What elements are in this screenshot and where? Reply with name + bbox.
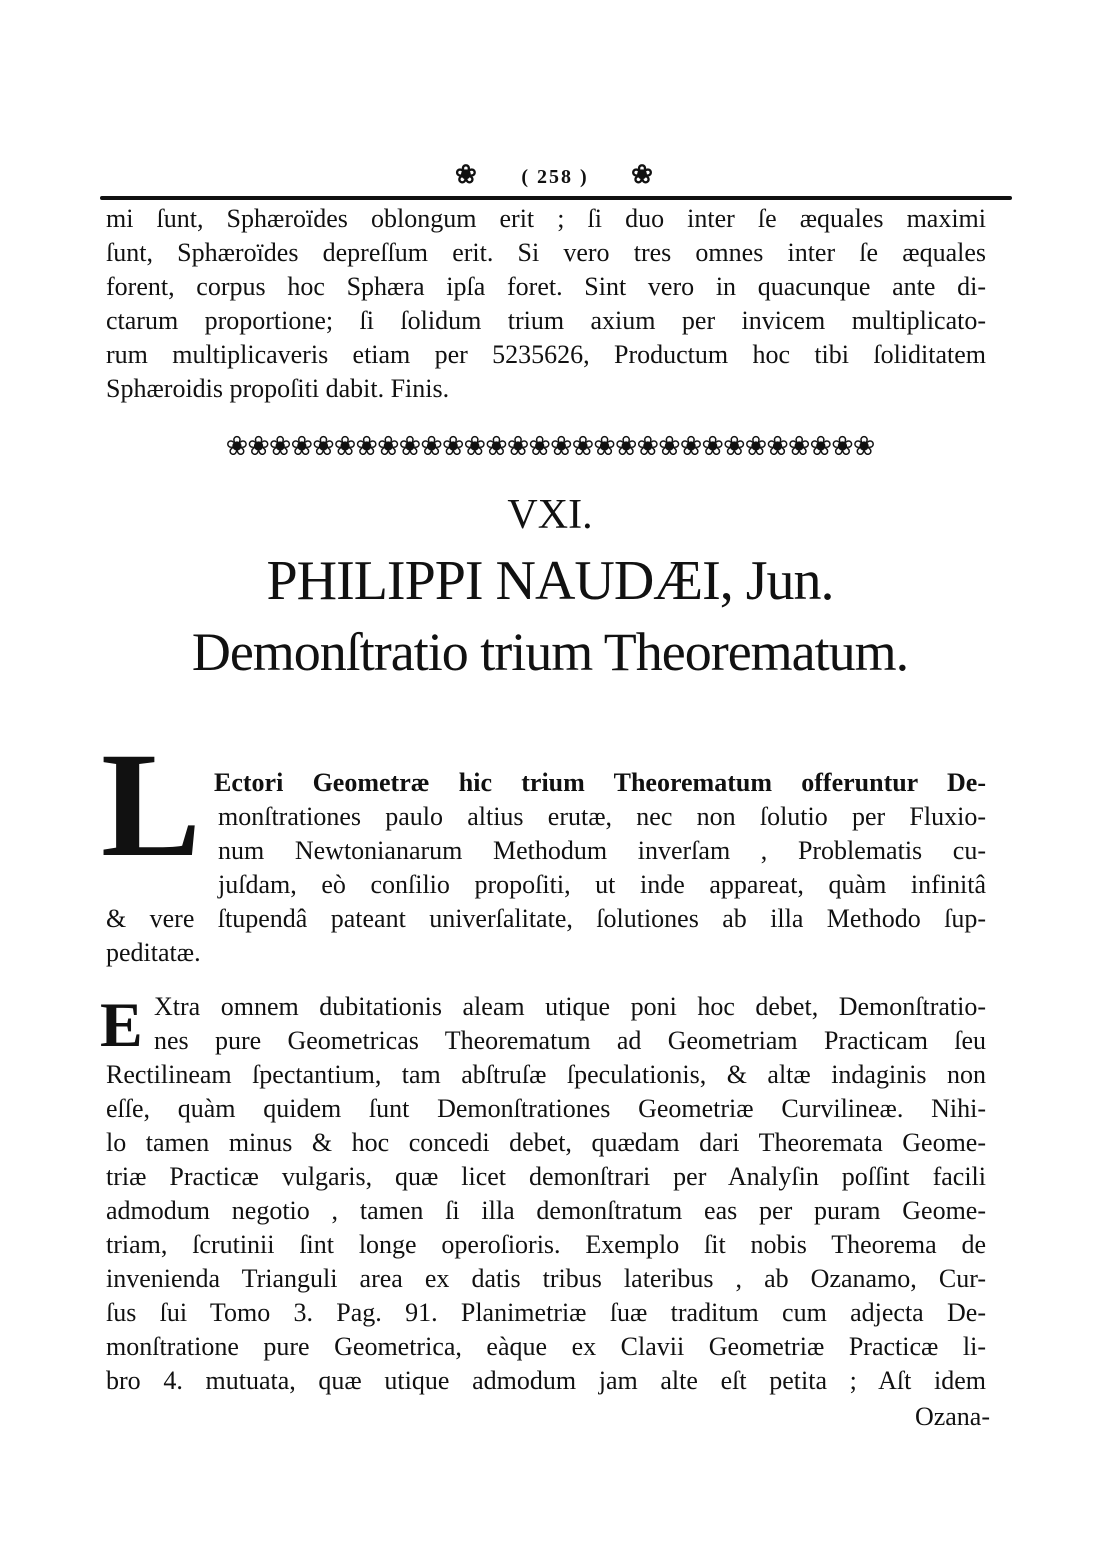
text-line: triæ Practicæ vulgaris, quæ licet demonſtrari per Analyſin poſſint facili	[106, 1162, 986, 1191]
text-line: Ectori Geometræ hic trium Theorematum offeruntur De-	[214, 768, 986, 797]
text-line: admodum negotio , tamen ſi illa demonſtratum eas per puram Geome-	[106, 1196, 986, 1225]
text-line: & vere ſtupendâ pateant univerſalitate, ſolutiones ab illa Methodo ſup-	[106, 904, 986, 933]
text-line: peditatæ.	[106, 938, 201, 967]
text-line: Sphæroidis propoſiti dabit. Finis.	[106, 374, 450, 403]
paragraph-2	[106, 990, 986, 1398]
continued-paragraph	[106, 202, 986, 406]
page-header	[100, 158, 1010, 194]
text-line: monſtratione pure Geometrica, eàque ex Clavii Geometriæ Practicæ li-	[106, 1332, 986, 1361]
drop-cap: L	[100, 740, 202, 870]
text-line: ctarum proportione; ſi ſolidum trium axium per invicem multiplicato-	[106, 306, 986, 335]
text-line: ſus ſui Tomo 3. Pag. 91. Planimetriæ ſuæ traditum cum adjecta De-	[106, 1298, 986, 1327]
text-line: Rectilineam ſpectantium, tam abſtruſæ ſpeculationis, & altæ indaginis non	[106, 1060, 986, 1089]
text-line: triam, ſcrutinii ſint longe operoſioris. Exemplo ſit nobis Theorema de	[106, 1230, 986, 1259]
drop-cap: E	[100, 992, 143, 1058]
text-line: juſdam, eò conſilio propoſiti, ut inde appareat, quàm infinitâ	[218, 870, 986, 899]
text-line: invenienda Trianguli area ex datis tribus lateribus , ab Ozanamo, Cur-	[106, 1264, 986, 1293]
text-line: monſtrationes paulo altius erutæ, nec non ſolutio per Fluxio-	[218, 802, 986, 831]
fleuron-border-icon: ❀❀❀❀❀❀❀❀❀❀❀❀❀❀❀❀❀❀❀❀❀❀❀❀❀❀❀❀❀❀	[225, 431, 875, 461]
section-number: VXI.	[507, 492, 593, 538]
text-line: ſunt, Sphæroïdes depreſſum erit. Si vero tres omnes inter ſe æquales	[106, 238, 986, 267]
text-line: rum multiplicaveris etiam per 5235626, Productum hoc tibi ſoliditatem	[106, 340, 986, 369]
text-line: nes pure Geometricas Theorematum ad Geometriam Practicam ſeu	[154, 1026, 986, 1055]
text-line: bro 4. mutuata, quæ utique admodum jam alte eſt petita ; Aſt idem	[106, 1366, 986, 1395]
fleuron-right-icon: ❀	[631, 160, 655, 189]
fleuron-left-icon: ❀	[455, 160, 479, 189]
header-rule	[100, 196, 1012, 200]
text-line: eſſe, quàm quidem ſunt Demonſtrationes Geometriæ Curvilineæ. Nihi-	[106, 1094, 986, 1123]
work-title: Demonſtratio trium Theorematum.	[191, 622, 909, 682]
text-line: mi ſunt, Sphæroïdes oblongum erit ; ſi duo inter ſe æquales maximi	[106, 204, 986, 233]
catchword: Ozana-	[914, 1402, 990, 1431]
author-heading: PHILIPPI NAUDÆI, Jun.	[266, 550, 834, 612]
text-line: num Newtonianarum Methodum inverſam , Problematis cu-	[218, 836, 986, 865]
text-line: lo tamen minus & hoc concedi debet, quædam dari Theoremata Geome-	[106, 1128, 986, 1157]
page-number: ( 258 )	[521, 166, 589, 188]
text-line: forent, corpus hoc Sphæra ipſa foret. Sint vero in quacunque ante di-	[106, 272, 986, 301]
paragraph-1	[106, 766, 986, 970]
text-line: Xtra omnem dubitationis aleam utique poni hoc debet, Demonſtratio-	[154, 992, 986, 1021]
